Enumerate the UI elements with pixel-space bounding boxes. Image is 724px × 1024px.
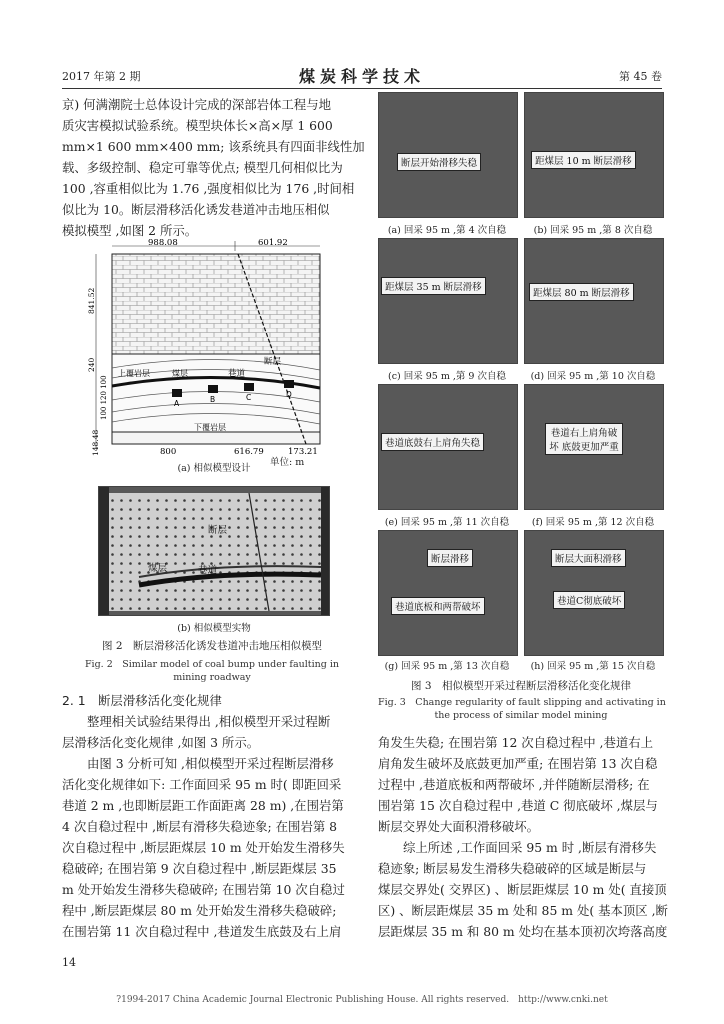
fig3-panel-f (524, 384, 664, 510)
fig2a-caption: (a) 相似模型设计 (177, 463, 251, 474)
roadway-label: 巷道 (228, 369, 246, 379)
fig3-panel-b (524, 92, 664, 218)
page-number: 14 (62, 956, 76, 969)
roadway-marker (284, 380, 294, 388)
frame-edge (321, 487, 329, 615)
dim-label: 173.21 (288, 447, 318, 457)
text-line: 100 ,容重相似比为 1.76 ,强度相似比为 176 ,时间相 (62, 181, 355, 196)
text-line: 由图 3 分析可知 ,相似模型开采过程断层滑移 (87, 756, 334, 771)
upper-brick-body (112, 254, 320, 354)
issue-label: 2017 年第 2 期 (62, 70, 141, 83)
panel-annotation: 断层滑移 (427, 549, 473, 567)
panel-annotation: 距煤层 35 m 断层滑移 (381, 277, 486, 295)
upper-rock-label: 上覆岩层 (118, 369, 150, 378)
text-line: 断层交界处大面积滑移破坏。 (378, 819, 540, 834)
dot-grid (109, 493, 321, 611)
text-line: 层滑移活化变化规律 ,如图 3 所示。 (62, 735, 260, 750)
fig3-panel-a (378, 92, 518, 218)
model-design-drawing (88, 238, 340, 456)
fig3-panels (378, 92, 664, 672)
header-rule (62, 88, 662, 89)
panel-annotation: 巷道底鼓右上肩角失稳 (381, 433, 484, 451)
dim-label: 240 (87, 357, 96, 372)
volume-label: 第 45 卷 (619, 70, 662, 83)
roadway-label: 巷道 (198, 565, 218, 576)
journal-title: 煤炭科学技术 (298, 67, 425, 86)
dim-label: 100 120 100 (100, 375, 108, 420)
text-line: 似比为 10。断层滑移活化诱发巷道冲击地压相似 (62, 202, 330, 217)
fig3-caption-en: Fig. 3 Change regularity of fault slipping and activating in (378, 697, 666, 708)
lower-rock-label: 下覆岩层 (194, 423, 226, 432)
panel-annotation: 距煤层 10 m 断层滑移 (531, 151, 636, 169)
text-line: 区) 、断层距煤层 35 m 处和 85 m 处( 基本顶区 ,断 (378, 903, 668, 918)
text-line: mm×1 600 mm×400 mm; 该系统具有四面非线性加 (62, 139, 365, 154)
text-line: 质灾害模拟试验系统。模型块体长×高×厚 1 600 (62, 118, 333, 133)
text-line: 整理相关试验结果得出 ,相似模型开采过程断 (87, 714, 331, 729)
panel-annotation: 巷道C彻底破坏 (553, 591, 625, 609)
panel-caption: (d) 回采 95 m ,第 10 次自稳 (530, 371, 656, 382)
fig3-panel-h (524, 530, 664, 656)
point-label: C (246, 393, 252, 402)
lower-block (112, 432, 320, 444)
fig3-panel-d (524, 238, 664, 364)
section-heading: 2. 1 断层滑移活化变化规律 (62, 693, 222, 708)
panel-caption: (b) 回采 95 m ,第 8 次自稳 (533, 225, 653, 236)
text-line: 4 次自稳过程中 ,断层有滑移失稳迹象; 在围岩第 8 (62, 819, 338, 834)
dim-label: 148.48 (91, 429, 100, 456)
roadway-marker (208, 385, 218, 393)
dim-label: 841.52 (87, 287, 96, 314)
fig2a-model-design (88, 238, 340, 456)
fig2-caption-cn: 图 2 断层滑移活化诱发巷道冲击地压相似模型 (101, 640, 323, 652)
fig2b-photo (98, 486, 330, 616)
text-line: 程中 ,断层距煤层 80 m 处开始发生滑移失稳破碎; (62, 903, 337, 918)
roadway-marker (172, 389, 182, 397)
copyright-footer: ?1994-2017 China Academic Journal Electronic Publishing House. All rights reserved. http://www.cnki.net (116, 995, 608, 1005)
text-line: m 处开始发生滑移失稳破碎; 在围岩第 10 次自稳过 (62, 882, 345, 897)
panel-annotation: 巷道右上肩角破坏 底鼓更加严重 (545, 423, 623, 455)
fault-label: 断层 (208, 525, 228, 536)
text-line: 在围岩第 11 次自稳过程中 ,巷道发生底鼓及右上肩 (62, 924, 342, 939)
panel-annotation: 断层大面积滑移 (551, 549, 626, 567)
dim-label: 601.92 (258, 238, 288, 248)
panel-annotation: 距煤层 80 m 断层滑移 (529, 283, 634, 301)
panel-caption: (c) 回采 95 m ,第 9 次自稳 (387, 371, 506, 382)
fig3-panel-e (378, 384, 518, 510)
model-photo-texture (99, 487, 329, 615)
dim-label: 800 (160, 447, 177, 457)
panel-caption: (h) 回采 95 m ,第 15 次自稳 (530, 661, 656, 672)
point-label: D (286, 390, 292, 399)
coal-label: 煤层 (172, 369, 188, 378)
text-line: 巷道 2 m ,也即断层距工作面距离 28 m) ,在围岩第 (62, 798, 344, 813)
text-line: 活化变化规律如下: 工作面回采 95 m 时( 即距回采 (62, 777, 342, 792)
right-column-text (378, 732, 668, 942)
panel-annotation: 巷道底板和两帮破坏 (391, 597, 485, 615)
fig2b-caption: (b) 相似模型实物 (177, 623, 251, 634)
panel-annotation: 断层开始滑移失稳 (397, 153, 481, 171)
text-line: 围岩第 15 次自稳过程中 ,巷道 C 彻底破坏 ,煤层与 (378, 798, 658, 813)
text-line: 层距煤层 35 m 和 80 m 处均在基本顶初次垮落高度 (378, 924, 668, 939)
fig3-caption-cn: 图 3 相似模型开采过程断层滑移活化变化规律 (410, 680, 632, 692)
fig3-panel-c (378, 238, 518, 364)
text-line: 过程中 ,巷道底板和两帮破坏 ,并伴随断层滑移; 在 (378, 777, 650, 792)
text-line: 京) 何满潮院士总体设计完成的深部岩体工程与地 (62, 97, 331, 112)
panel-caption: (f) 回采 95 m ,第 12 次自稳 (531, 517, 655, 528)
panel-caption: (e) 回采 95 m ,第 11 次自稳 (384, 517, 510, 528)
text-line: 稳迹象; 断层易发生滑移失稳破碎的区域是断层与 (378, 861, 647, 876)
text-line: 稳破碎; 在围岩第 9 次自稳过程中 ,断层距煤层 35 (62, 861, 337, 876)
text-line: 载、多级控制、稳定可靠等优点; 模型几何相似比为 (62, 160, 343, 175)
text-line: 次自稳过程中 ,断层距煤层 10 m 处开始发生滑移失 (62, 840, 345, 855)
text-line: 肩角发生破坏及底鼓更加严重; 在围岩第 13 次自稳 (378, 756, 658, 771)
unit-label: 单位: m (270, 457, 305, 468)
section-2-1 (62, 690, 362, 942)
dim-label: 616.79 (234, 447, 264, 457)
panel-caption: (g) 回采 95 m ,第 13 次自稳 (384, 661, 510, 672)
text-line: 角发生失稳; 在围岩第 12 次自稳过程中 ,巷道右上 (378, 735, 654, 750)
point-label: A (174, 399, 180, 408)
fig3-caption-en: the process of similar model mining (434, 710, 608, 721)
coal-label: 煤层 (148, 563, 168, 574)
fig3-panel-g (378, 530, 518, 656)
text-line: 模拟模型 ,如图 2 所示。 (62, 223, 198, 238)
intro-paragraph (62, 94, 365, 241)
frame-edge (99, 487, 109, 615)
text-line: 综上所述 ,工作面回采 95 m 时 ,断层有滑移失 (403, 840, 657, 855)
panel-caption: (a) 回采 95 m ,第 4 次自稳 (387, 225, 507, 236)
dim-label: 988.08 (148, 238, 178, 248)
fig2-caption-en: Fig. 2 Similar model of coal bump under faulting in (84, 659, 340, 670)
point-label: B (210, 395, 216, 404)
fig2-caption-en: mining roadway (173, 672, 251, 683)
roadway-marker (244, 383, 254, 391)
text-line: 煤层交界处( 交界区) 、断层距煤层 10 m 处( 直接顶 (378, 882, 667, 897)
fault-label: 断层 (264, 357, 282, 367)
